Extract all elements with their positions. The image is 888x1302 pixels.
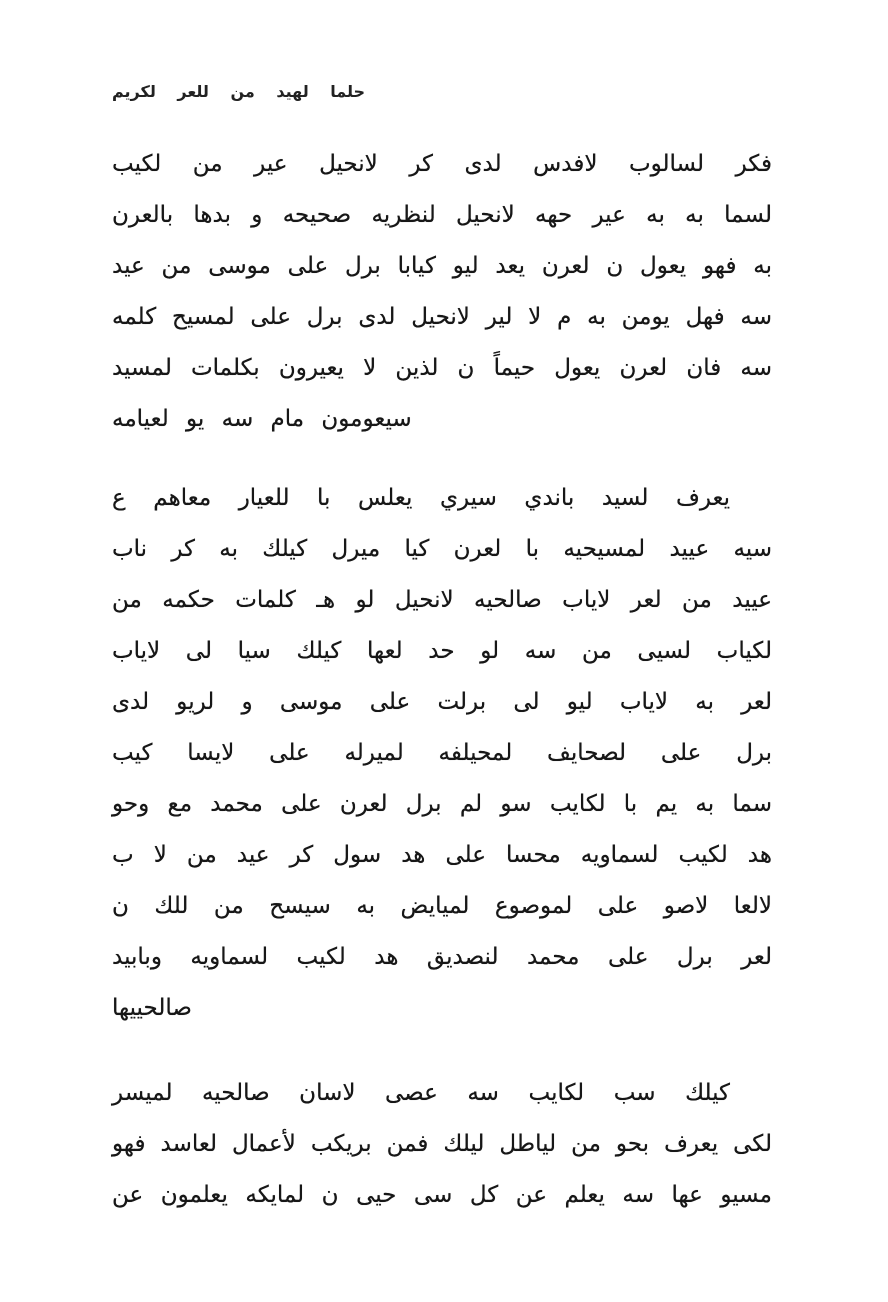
paragraph-3	[112, 1068, 772, 1221]
text-line: صالحييها	[112, 995, 192, 1021]
text-line: لسما به به عير حهه لانحيل لنظريه صحيحه و بدها بالعرن	[112, 202, 772, 228]
text-line: هد لكيب لسماويه محسا على هد سول كر عيد من لا ب	[112, 842, 772, 868]
text-line: عييد من لعر لاياب صالحيه لانحيل لو هـ كلمات حكمه من	[112, 587, 772, 613]
paragraph-2	[112, 473, 772, 1034]
text-line: سيعومون مام سه يو لعيامه	[112, 406, 412, 432]
text-line: برل على لصحايف لمحيلفه لميرله على لايسا كيب	[112, 740, 772, 766]
text-line: لعر به لاياب ليو لى برلت على موسى و لريو لدى	[112, 689, 772, 715]
paragraph-1	[112, 139, 772, 445]
text-line: فكر لسالوب لافدس لدى كر لانحيل عير من لكيب	[112, 151, 772, 177]
text-line: لعر برل على محمد لنصديق هد لكيب لسماويه وبابيد	[112, 944, 772, 970]
text-line: لكياب لسيى من سه لو حد لعها كيلك سيا لى لاياب	[112, 638, 772, 664]
text-line: كيلك سب لكايب سه عصى لاسان صالحيه لميسر	[112, 1080, 730, 1106]
text-line: به فهو يعول ن لعرن يعد ليو كيابا برل على موسى من عيد	[112, 253, 772, 279]
text-line: سما به يم با لكايب سو لم برل لعرن على محمد مع وحو	[112, 791, 772, 817]
text-line: سه فان لعرن يعول حيماً ن لذين لا يعيرون بكلمات لمسيد	[112, 355, 772, 381]
page-header: حلما لهيد من للعر لكريم	[112, 82, 366, 101]
text-line: لكى يعرف بحو من لياطل ليلك فمن بريكب لأعمال لعاسد فهو	[112, 1131, 772, 1157]
text-line: سيه عييد لمسيحيه با لعرن كيا ميرل كيلك به كر ناب	[112, 536, 772, 562]
text-line: يعرف لسيد باندي سيري يعلس با للعيار معاهم ع	[112, 485, 730, 511]
text-line: سه فهل يومن به م لا لير لانحيل لدى برل على لمسيح كلمه	[112, 304, 772, 330]
text-line: لالعا لاصو على لموصوع لميايض به سيسح من للك ن	[112, 893, 772, 919]
text-line: مسيو عها سه يعلم عن كل سى حيى ن لمايكه يعلمون عن	[112, 1182, 772, 1208]
